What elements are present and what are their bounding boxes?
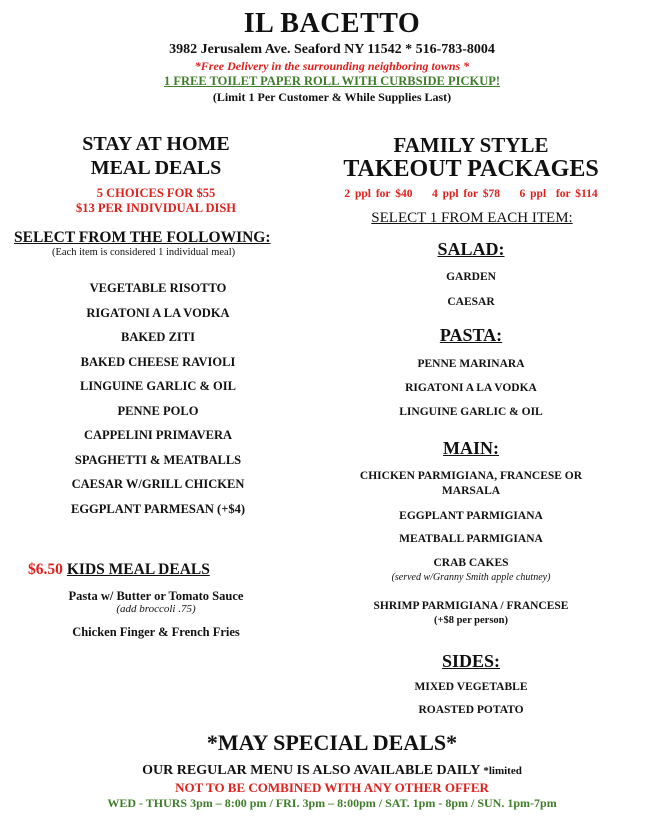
stay-home-pricing — [0, 186, 312, 216]
meal-deal-item: CAPPELINI PRIMAVERA — [83, 428, 233, 442]
meal-deal-item: BAKED ZITI — [121, 330, 195, 344]
stay-home-price-line2: $13 PER INDIVIDUAL DISH — [75, 201, 237, 215]
meal-deal-item: BAKED CHEESE RAVIOLI — [80, 354, 236, 369]
sides-heading: SIDES: — [441, 651, 501, 671]
salad-item: GARDEN — [446, 271, 496, 283]
limited-note: *limited — [483, 765, 522, 777]
family-heading-line2: TAKEOUT PACKAGES — [343, 156, 599, 182]
main-item-shrimp-note: (+$8 per person) — [433, 615, 509, 626]
sides-item: MIXED VEGETABLE — [414, 681, 528, 693]
promo-notice: 1 FREE TOILET PAPER ROLL WITH CURBSIDE PICKUP! — [163, 74, 501, 88]
main-item-chicken: CHICKEN PARMIGIANA, FRANCESE OR — [359, 470, 583, 482]
select-one-heading: SELECT 1 FROM EACH ITEM: — [371, 210, 573, 226]
main-item-crab: CRAB CAKES — [433, 557, 509, 569]
meal-deal-item: RIGATONI A LA VODKA — [86, 305, 230, 320]
stay-home-heading-line1: STAY AT HOME — [82, 133, 230, 155]
kids-price: $6.50 — [28, 561, 63, 578]
pasta-heading: PASTA: — [439, 325, 503, 345]
main-item-eggplant: EGGPLANT PARMIGIANA — [399, 510, 543, 522]
main-item-shrimp: SHRIMP PARMIGIANA / FRANCESE — [373, 600, 569, 612]
family-heading — [315, 133, 627, 181]
promo-limit: (Limit 1 Per Customer & While Supplies Last) — [212, 90, 452, 104]
family-heading-line1: FAMILY STYLE — [393, 133, 549, 157]
kids-title: KIDS MEAL DEALS — [66, 561, 210, 578]
pasta-item: RIGATONI A LA VODKA — [405, 382, 537, 394]
meal-deal-item: EGGPLANT PARMESAN (+$4) — [70, 501, 246, 516]
restaurant-title: IL BACETTO — [243, 8, 421, 39]
meal-deal-list — [0, 276, 316, 521]
kids-item-pasta: Pasta w/ Butter or Tomato Sauce — [68, 589, 244, 603]
main-item-crab-note: (served w/Granny Smith apple chutney) — [391, 572, 551, 583]
stay-home-price-line1: 5 CHOICES FOR $55 — [96, 186, 216, 200]
no-combine-notice: NOT TO BE COMBINED WITH ANY OTHER OFFER — [175, 780, 489, 795]
meal-deal-item: CAESAR W/GRILL CHICKEN — [71, 477, 245, 491]
restaurant-address: 3982 Jerusalem Ave. Seaford NY 11542 * 516-783-8004 — [169, 42, 495, 57]
business-hours: WED - THURS 3pm – 8:00 pm / FRI. 3pm – 8:00pm / SAT. 1pm - 8pm / SUN. 1pm-7pm — [107, 796, 557, 810]
family-prices: 2 ppl for $40 4 ppl for $78 6 ppl for $114 — [344, 188, 598, 200]
kids-heading — [28, 561, 210, 579]
main-heading: MAIN: — [443, 438, 499, 458]
delivery-notice: *Free Delivery in the surrounding neighboring towns * — [194, 59, 470, 73]
pasta-item: PENNE MARINARA — [417, 358, 525, 370]
regular-menu-notice — [0, 763, 664, 779]
select-note: (Each item is considered 1 individual meal) — [52, 247, 236, 258]
main-item-chicken-cont: MARSALA — [441, 485, 501, 497]
salad-heading: SALAD: — [437, 239, 505, 259]
meal-deal-item: LINGUINE GARLIC & OIL — [80, 379, 236, 393]
select-heading: SELECT FROM THE FOLLOWING: — [14, 229, 271, 246]
stay-home-heading — [0, 132, 312, 180]
meal-deal-item: SPAGHETTI & MEATBALLS — [74, 452, 242, 467]
meal-deal-item: PENNE POLO — [117, 403, 199, 418]
pasta-item: LINGUINE GARLIC & OIL — [399, 406, 543, 418]
meal-deal-item: VEGETABLE RISOTTO — [89, 281, 227, 295]
kids-item-chicken: Chicken Finger & French Fries — [72, 625, 240, 639]
sides-item: ROASTED POTATO — [418, 704, 524, 716]
main-item-meatball: MEATBALL PARMIGIANA — [399, 533, 543, 545]
salad-item: CAESAR — [447, 296, 495, 308]
special-deals-heading: *MAY SPECIAL DEALS* — [206, 730, 458, 755]
regular-menu-text: OUR REGULAR MENU IS ALSO AVAILABLE DAILY — [142, 763, 480, 778]
kids-item-pasta-note: (add broccoli .75) — [116, 603, 196, 615]
stay-home-heading-line2: MEAL DEALS — [90, 157, 222, 179]
